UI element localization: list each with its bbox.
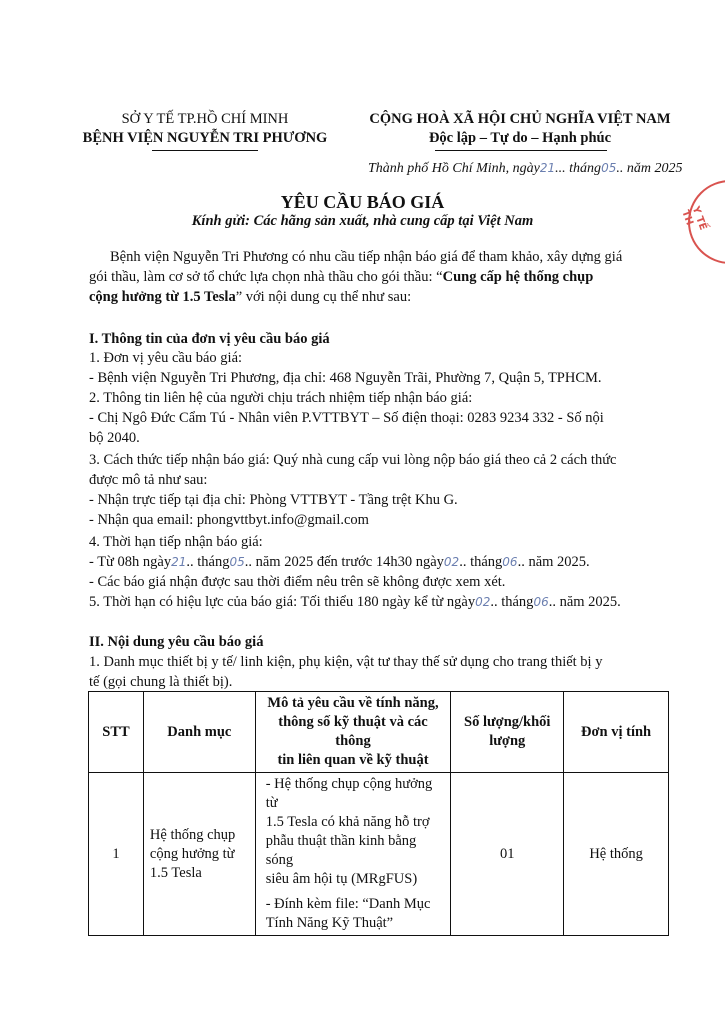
handwritten-day: 02	[443, 555, 460, 569]
package-name-part1: Cung cấp hệ thống chụp	[442, 269, 594, 285]
section1-line: 1. Đơn vị yêu cầu báo giá:	[89, 350, 243, 366]
issuer-department: SỞ Y TẾ TP.HỒ CHÍ MINH	[121, 111, 289, 127]
motto-underline	[435, 150, 607, 151]
handwritten-day: 02	[475, 595, 491, 609]
national-motto-block	[360, 110, 680, 148]
section1-line: bộ 2040.	[89, 430, 140, 446]
date-year: năm 2025	[626, 161, 683, 176]
issuer-block	[70, 110, 340, 148]
cell-category: Hệ thống chụp cộng hưởng từ 1.5 Tesla	[143, 773, 255, 936]
equipment-table	[88, 691, 669, 936]
intro-line-1: Bệnh viện Nguyễn Tri Phương có nhu cầu tiếp nhận báo giá để tham khảo, xây dựng giá	[110, 249, 623, 265]
date-month-label: tháng	[569, 161, 602, 176]
table-row	[89, 773, 669, 936]
package-name-part2: cộng hưởng từ 1.5 Tesla	[89, 289, 236, 305]
intro-line-3: cộng hưởng từ 1.5 Tesla” với nội dung cụ thể như sau:	[89, 289, 412, 305]
header-unit: Đơn vị tính	[564, 692, 669, 773]
section2-line: tế (gọi chung là thiết bị).	[89, 674, 233, 690]
header-description: Mô tả yêu cầu về tính năng, thông số kỹ thuật và các thông tin liên quan về kỹ thuật	[255, 692, 451, 773]
section1-line: 2. Thông tin liên hệ của người chịu trách nhiệm tiếp nhận báo giá:	[89, 390, 473, 406]
cell-stt: 1	[89, 773, 144, 936]
section1-line: - Nhận trực tiếp tại địa chỉ: Phòng VTTBYT - Tầng trệt Khu G.	[89, 492, 458, 508]
receipt-period: - Từ 08h ngày21.. tháng05.. năm 2025 đến trước 14h30 ngày02.. tháng06.. năm 2025.	[89, 554, 590, 570]
document-title: YÊU CẦU BÁO GIÁ	[280, 192, 445, 212]
validity-period: 5. Thời hạn có hiệu lực của báo giá: Tối thiểu 180 ngày kể từ ngày02.. tháng06.. năm 2025.	[89, 594, 621, 610]
section1-line: 3. Cách thức tiếp nhận báo giá: Quý nhà cung cấp vui lòng nộp báo giá theo cả 2 cách thức	[89, 452, 617, 468]
section1-heading: I. Thông tin của đơn vị yêu cầu báo giá	[89, 331, 330, 347]
header-stt: STT	[89, 692, 144, 773]
handwritten-month: 06	[533, 595, 549, 609]
section1-line: - Chị Ngô Đức Cẩm Tú - Nhân viên P.VTTBYT – Số điện thoại: 0283 9234 332 - Số nội	[89, 410, 604, 426]
table-header-row	[89, 692, 669, 773]
cell-unit: Hệ thống	[564, 773, 669, 936]
section1-line: - Bệnh viện Nguyễn Tri Phương, địa chỉ: 468 Nguyễn Trãi, Phường 7, Quận 5, TPHCM.	[89, 370, 602, 386]
date-day-handwritten: 21	[539, 161, 556, 175]
section1-line: - Các báo giá nhận được sau thời điểm nêu trên sẽ không được xem xét.	[89, 574, 506, 590]
national-motto: Độc lập – Tự do – Hạnh phúc	[428, 130, 612, 146]
issuer-hospital: BỆNH VIỆN NGUYỄN TRI PHƯƠNG	[82, 130, 328, 146]
intro-line-2: gói thầu, làm cơ sở tổ chức lựa chọn nhà thầu cho gói thầu: “Cung cấp hệ thống chụp	[89, 269, 594, 285]
date-prefix: Thành phố Hồ Chí Minh, ngày	[368, 161, 540, 176]
cell-description: - Hệ thống chụp cộng hưởng từ 1.5 Tesla có khả năng hỗ trợ phẫu thuật thần kinh bằng sóng siêu âm hội tụ (MRgFUS) - Đính kèm file: “Danh Mục Tính Năng Kỹ Thuật”	[255, 773, 451, 936]
handwritten-month: 05	[229, 555, 245, 569]
stamp-lettering: Y TẾ TH	[679, 205, 709, 232]
handwritten-month: 06	[502, 555, 518, 569]
section1-line: 4. Thời hạn tiếp nhận báo giá:	[89, 534, 263, 550]
header-category: Danh mục	[143, 692, 255, 773]
section1-line: được mô tả như sau:	[89, 472, 208, 488]
issuer-underline	[152, 150, 258, 151]
section2-heading: II. Nội dung yêu cầu báo giá	[89, 634, 264, 650]
section2-line: 1. Danh mục thiết bị y tế/ linh kiện, phụ kiện, vật tư thay thế sử dụng cho trang thiết bị y	[89, 654, 603, 670]
recipient-line: Kính gửi: Các hãng sản xuất, nhà cung cấp tại Việt Nam	[191, 213, 534, 229]
contact-email: - Nhận qua email: phongvttbyt.info@gmail.com	[89, 512, 369, 528]
header-quantity: Số lượng/khối lượng	[451, 692, 564, 773]
date-month-handwritten: 05	[601, 161, 617, 175]
national-title: CỘNG HOÀ XÃ HỘI CHỦ NGHĨA VIỆT NAM	[369, 111, 671, 127]
cell-quantity: 01	[451, 773, 564, 936]
handwritten-day: 21	[171, 555, 187, 569]
document-date: Thành phố Hồ Chí Minh, ngày21... tháng05.. năm 2025	[368, 161, 683, 176]
